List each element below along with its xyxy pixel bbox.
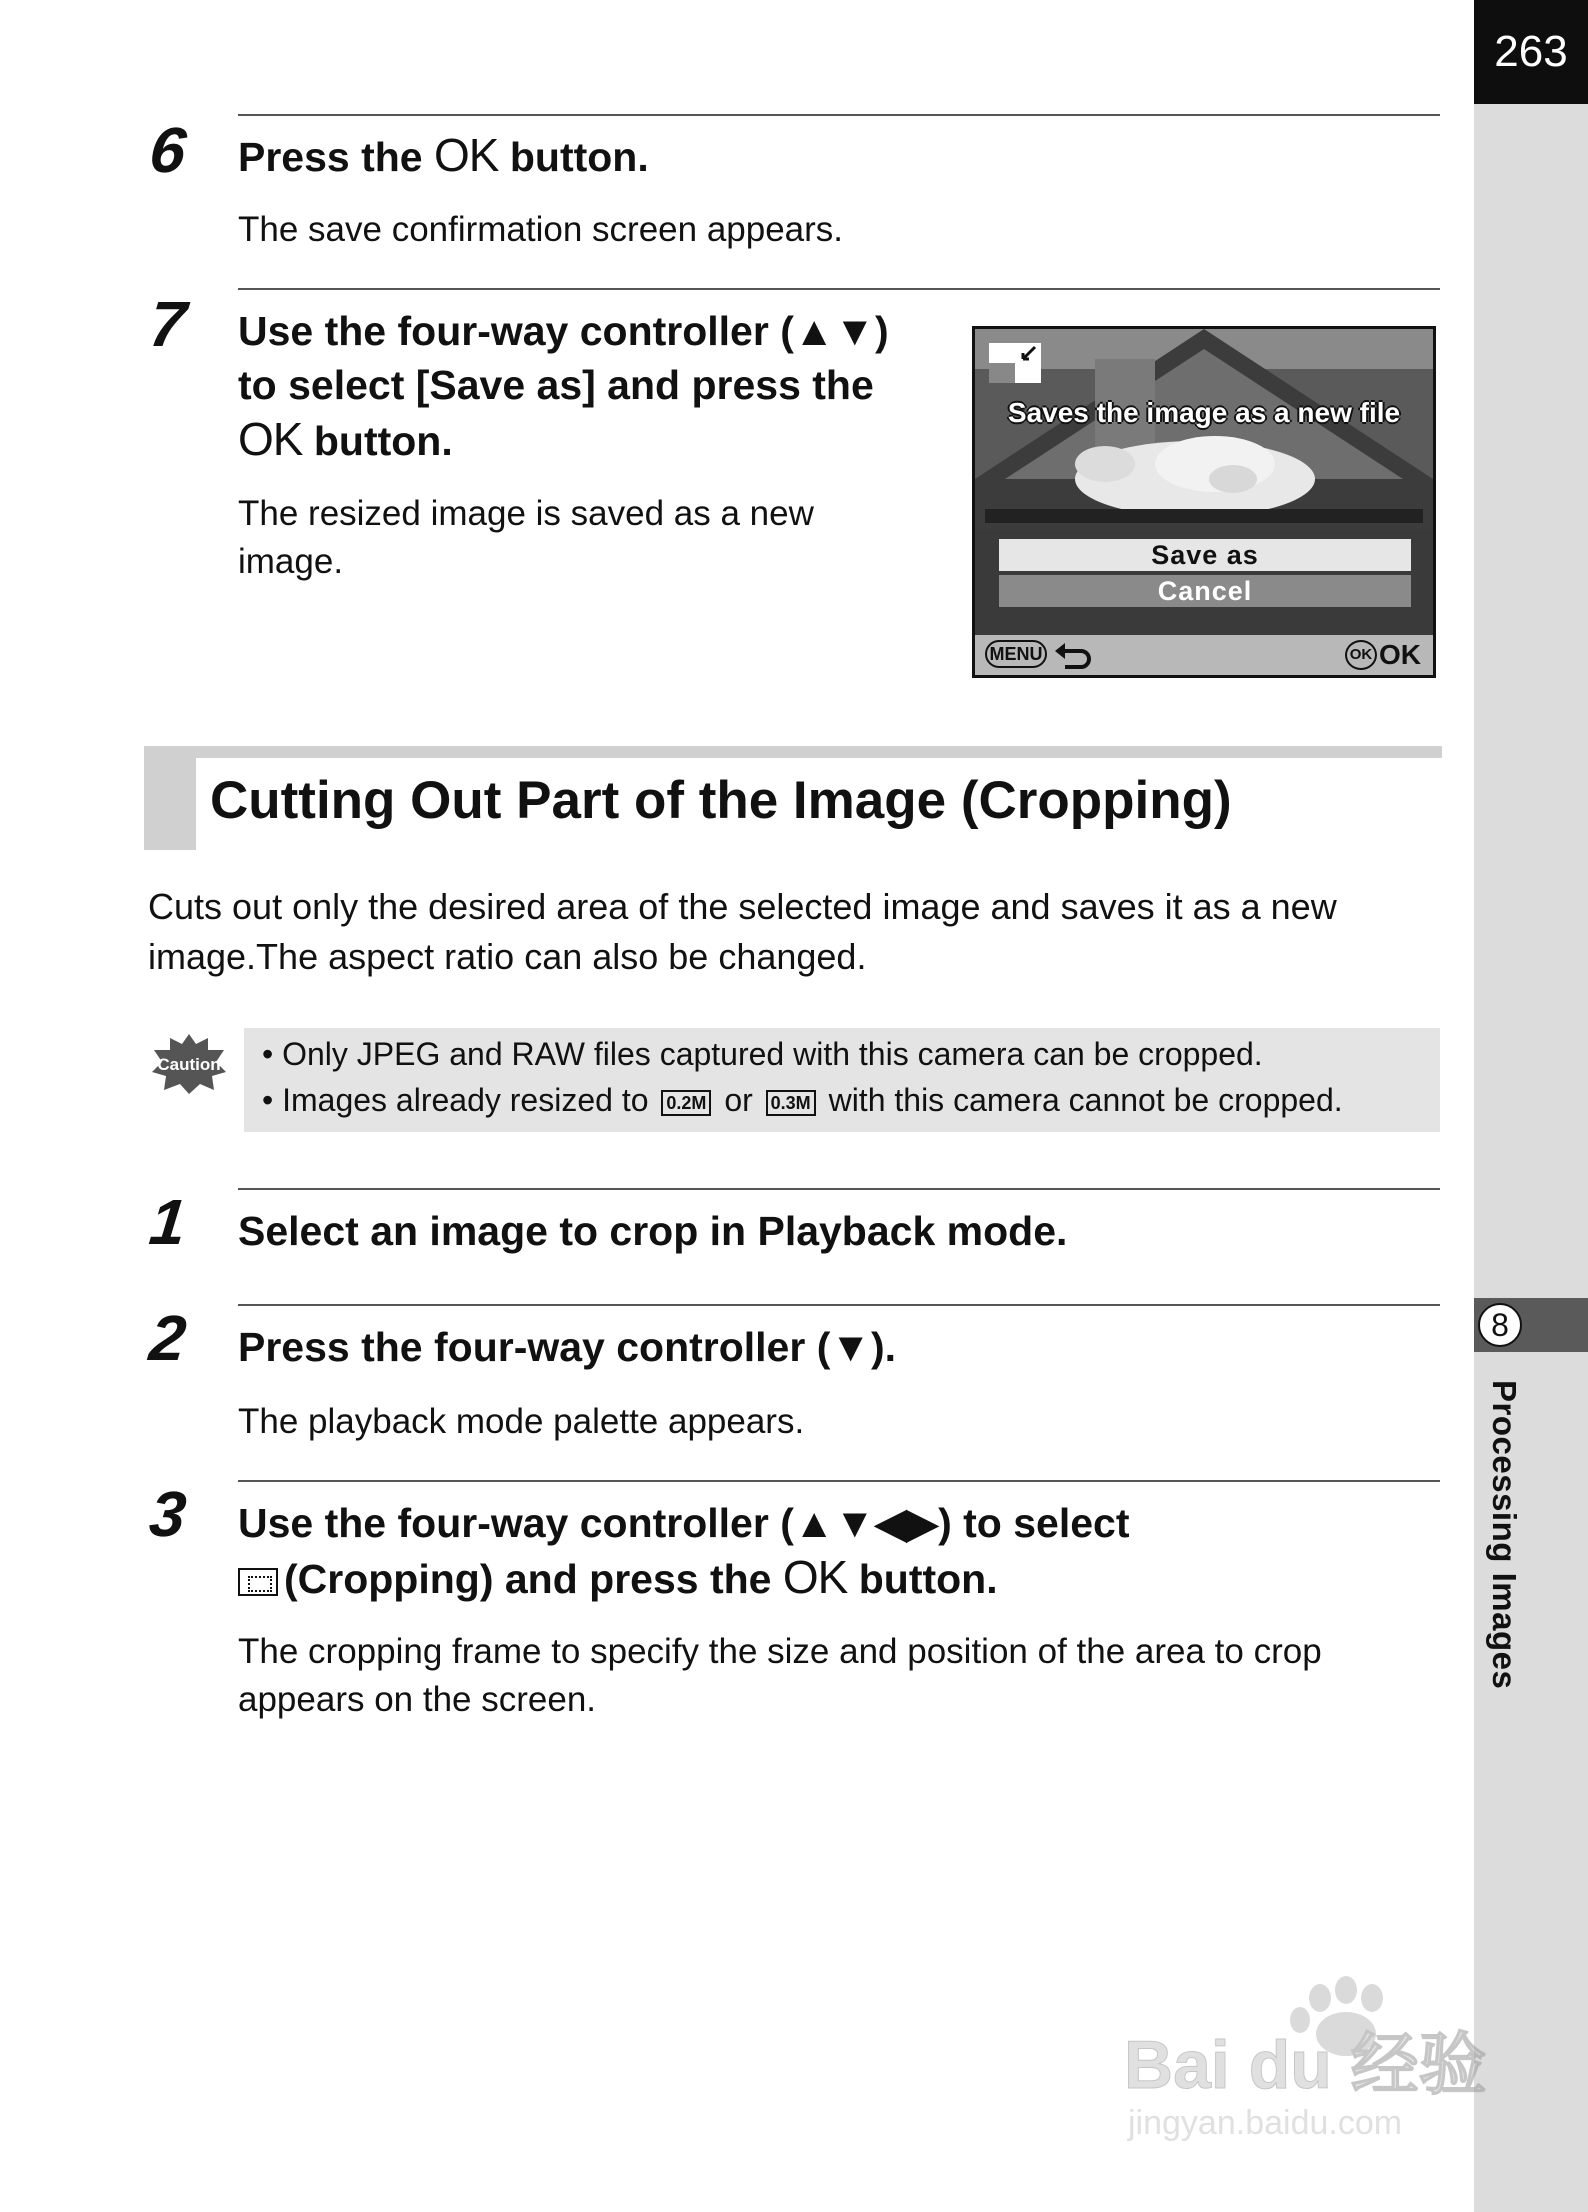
camera-lcd-screen (972, 326, 1436, 678)
save-as-option[interactable]: Save as (999, 539, 1411, 571)
step-body: The resized image is saved as a new image. (238, 494, 814, 581)
chapter-number: 8 (1478, 1303, 1522, 1347)
ok-glyph: OK (782, 1551, 848, 1603)
step-heading: Press the four-way controller (▼). (238, 1324, 896, 1370)
size-0.3m-icon: 0.3M (766, 1090, 816, 1116)
divider (238, 114, 1440, 116)
step-body: The save confirmation screen appears. (238, 210, 844, 249)
step-number: 7 (146, 288, 190, 360)
watermark-url: jingyan.baidu.com (1128, 2104, 1403, 2142)
baidu-watermark (1124, 1976, 1494, 2156)
step-body: The playback mode palette appears. (238, 1402, 805, 1441)
chapter-title: Processing Images (1486, 1380, 1523, 1690)
ok-label: OK (1379, 639, 1421, 670)
divider (238, 288, 1440, 290)
cancel-option[interactable]: Cancel (999, 575, 1411, 607)
step-heading: Use the four-way controller (▲▼◀▶) to select (Cropping) and press the OK button. (238, 1500, 1130, 1603)
dog-photo (975, 329, 1433, 529)
ok-button-icon: OK (1345, 640, 1377, 670)
page-number: 263 (1474, 0, 1588, 104)
size-0.2m-icon: 0.2M (661, 1090, 711, 1116)
watermark-brand: Bai du 经验 (1124, 2027, 1487, 2103)
step-heading: Press the OK button. (238, 129, 649, 181)
ok-glyph: OK (434, 129, 499, 181)
divider (238, 1480, 1440, 1482)
divider (238, 1304, 1440, 1306)
caution-bullet: • Images already resized to 0.2M or 0.3M with this camera cannot be cropped. (262, 1082, 1343, 1118)
step-number: 1 (146, 1186, 190, 1258)
ok-glyph: OK (238, 413, 303, 465)
chapter-sidebar (1474, 0, 1588, 2212)
back-arrow-icon (1053, 639, 1097, 669)
step-number: 6 (146, 114, 190, 186)
screen-caption: Saves the image as a new file (1007, 397, 1401, 428)
section-intro: Cuts out only the desired area of the selected image and saves it as a new image.The aspect ratio can also be changed. (148, 886, 1337, 977)
section-title: Cutting Out Part of the Image (Cropping) (210, 771, 1232, 830)
screen-bottom-bar (975, 635, 1433, 675)
caution-bullet: • Only JPEG and RAW files captured with this camera can be cropped. (262, 1036, 1263, 1072)
divider (238, 1188, 1440, 1190)
step-heading: Use the four-way controller (▲▼) to select [Save as] and press the OK button. (238, 308, 889, 465)
caution-badge-label: Caution (157, 1055, 221, 1074)
step-number: 3 (146, 1478, 190, 1550)
cropping-icon (238, 1568, 278, 1596)
caution-icon (150, 1032, 228, 1096)
step-body: The cropping frame to specify the size and position of the area to crop appears on the screen. (238, 1632, 1322, 1719)
menu-button-icon: MENU (985, 640, 1047, 668)
step-heading: Select an image to crop in Playback mode. (238, 1208, 1068, 1254)
step-number: 2 (146, 1302, 190, 1374)
